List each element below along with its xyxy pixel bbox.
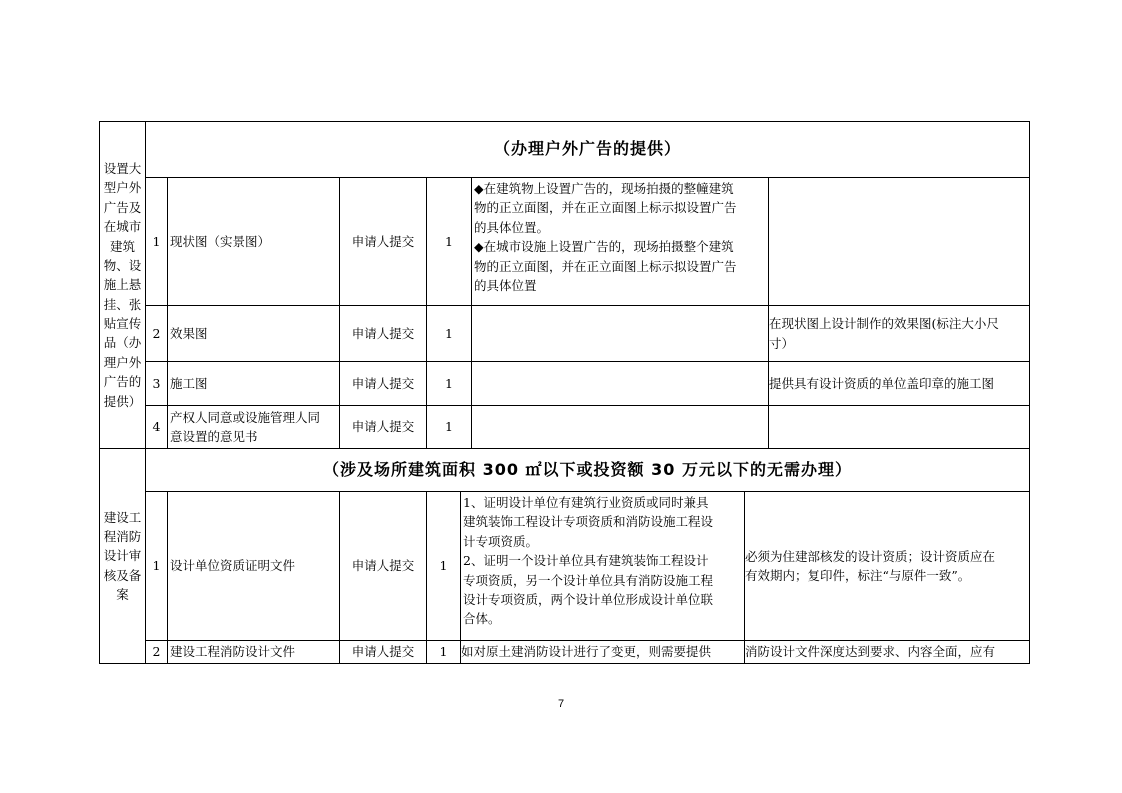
material-quantity: 1: [426, 491, 461, 641]
category-line: 提供）: [103, 393, 142, 409]
section-header-outdoor-ad: （办理户外广告的提供）: [145, 121, 1030, 178]
material-name: [167, 640, 340, 664]
material-name: [167, 305, 340, 362]
row-number: 1: [145, 491, 168, 641]
material-name-line: 现状图（实景图）: [170, 233, 271, 249]
category-line: 建设工: [103, 509, 142, 525]
material-source: 申请人提交: [339, 640, 427, 664]
material-name-line: 建设工程消防设计文件: [170, 644, 296, 660]
row-number: 2: [145, 305, 168, 362]
category-line: 在城市: [103, 219, 142, 235]
requirement-line: 设计专项资质，两个设计单位形成设计单位联: [463, 591, 714, 607]
category-fire-design: [99, 448, 146, 664]
page-number: 7: [557, 698, 565, 710]
material-name: [167, 405, 340, 449]
material-name-line: 意设置的意见书: [170, 429, 258, 444]
material-note: [768, 405, 1030, 449]
material-quantity: 1: [426, 361, 472, 406]
category-line: 核及备: [103, 567, 142, 583]
material-quantity: 1: [426, 405, 472, 449]
category-line: 品（办: [103, 335, 142, 351]
material-name-line: 施工图: [170, 375, 208, 391]
material-source: 申请人提交: [339, 361, 427, 406]
note-line: 消防设计文件深度达到要求、内容全面，应有: [745, 644, 996, 660]
category-line: 物、设: [103, 257, 142, 273]
material-requirement: [460, 640, 745, 664]
requirement-line: 2、证明一个设计单位具有建筑装饰工程设计: [463, 553, 709, 569]
requirement-line: 建筑装饰工程设计专项资质和消防设施工程设: [463, 514, 714, 530]
material-requirement: [471, 177, 769, 306]
material-requirement: [460, 491, 745, 641]
category-line: 建筑: [109, 238, 135, 254]
category-line: 贴宣传: [103, 316, 142, 332]
category-line: 挂、张: [103, 296, 142, 312]
row-number: 4: [145, 405, 168, 449]
material-quantity: 1: [426, 177, 472, 306]
material-note: [768, 177, 1030, 306]
material-source: 申请人提交: [339, 177, 427, 306]
material-source: 申请人提交: [339, 491, 427, 641]
note-line: 在现状图上设计制作的效果图(标注大小尺: [769, 316, 999, 332]
note-line: 必须为住建部核发的设计资质；设计资质应在: [745, 548, 996, 564]
category-outdoor-ad-text: [104, 159, 142, 411]
row-number: 2: [145, 640, 168, 664]
category-line: 设计审: [103, 548, 142, 564]
requirement-line: 计专项资质。: [463, 533, 539, 549]
requirement-line: ◆在建筑物上设置广告的，现场拍摄的整幢建筑: [474, 181, 734, 196]
category-fire-design-text: [104, 508, 142, 605]
material-requirement: [471, 361, 769, 406]
material-name-line: 产权人同意或设施管理人同: [170, 409, 321, 425]
category-line: 型户外: [103, 180, 142, 196]
requirement-line: 的具体位置: [474, 277, 537, 293]
material-name: [167, 491, 340, 641]
category-line: 设置大: [103, 161, 142, 177]
note-line: 提供具有设计资质的单位盖印章的施工图: [769, 375, 995, 391]
requirement-line: 专项资质，另一个设计单位具有消防设施工程: [463, 572, 714, 588]
material-requirement: [471, 405, 769, 449]
material-name: [167, 361, 340, 406]
category-line: 广告及: [103, 199, 142, 215]
material-source: 申请人提交: [339, 405, 427, 449]
material-note: [744, 491, 1030, 641]
requirement-line: 物的正立面图，并在正立面图上标示拟设置广告: [474, 258, 737, 274]
requirement-line: 1、证明设计单位有建筑行业资质或同时兼具: [463, 495, 709, 510]
category-line: 广告的: [103, 374, 142, 390]
material-note: [768, 361, 1030, 406]
category-line: 程消防: [103, 528, 142, 544]
requirement-line: 如对原土建消防设计进行了变更，则需要提供: [461, 644, 712, 660]
material-name: [167, 177, 340, 306]
row-number: 1: [145, 177, 168, 306]
section-header-fire-design: （涉及场所建筑面积 300 ㎡以下或投资额 30 万元以下的无需办理）: [145, 448, 1030, 492]
row-number: 3: [145, 361, 168, 406]
material-name-line: 设计单位资质证明文件: [170, 558, 296, 574]
requirement-line: 物的正立面图，并在正立面图上标示拟设置广告: [474, 200, 737, 216]
material-note: [744, 640, 1030, 664]
category-line: 理户外: [103, 354, 142, 370]
material-name-line: 效果图: [170, 325, 208, 341]
requirement-line: ◆在城市设施上设置广告的，现场拍摄整个建筑: [474, 239, 734, 255]
material-source: 申请人提交: [339, 305, 427, 362]
requirement-line: 的具体位置。: [474, 219, 550, 235]
note-line: 寸）: [769, 335, 795, 351]
note-line: 有效期内；复印件，标注“与原件一致”。: [745, 568, 971, 583]
material-requirement: [471, 305, 769, 362]
category-line: 施上悬: [103, 277, 142, 293]
material-quantity: 1: [426, 305, 472, 362]
material-note: [768, 305, 1030, 362]
requirement-line: 合体。: [463, 611, 501, 627]
category-line: 案: [116, 587, 129, 603]
material-quantity: 1: [426, 640, 461, 664]
category-outdoor-ad: [99, 121, 146, 449]
